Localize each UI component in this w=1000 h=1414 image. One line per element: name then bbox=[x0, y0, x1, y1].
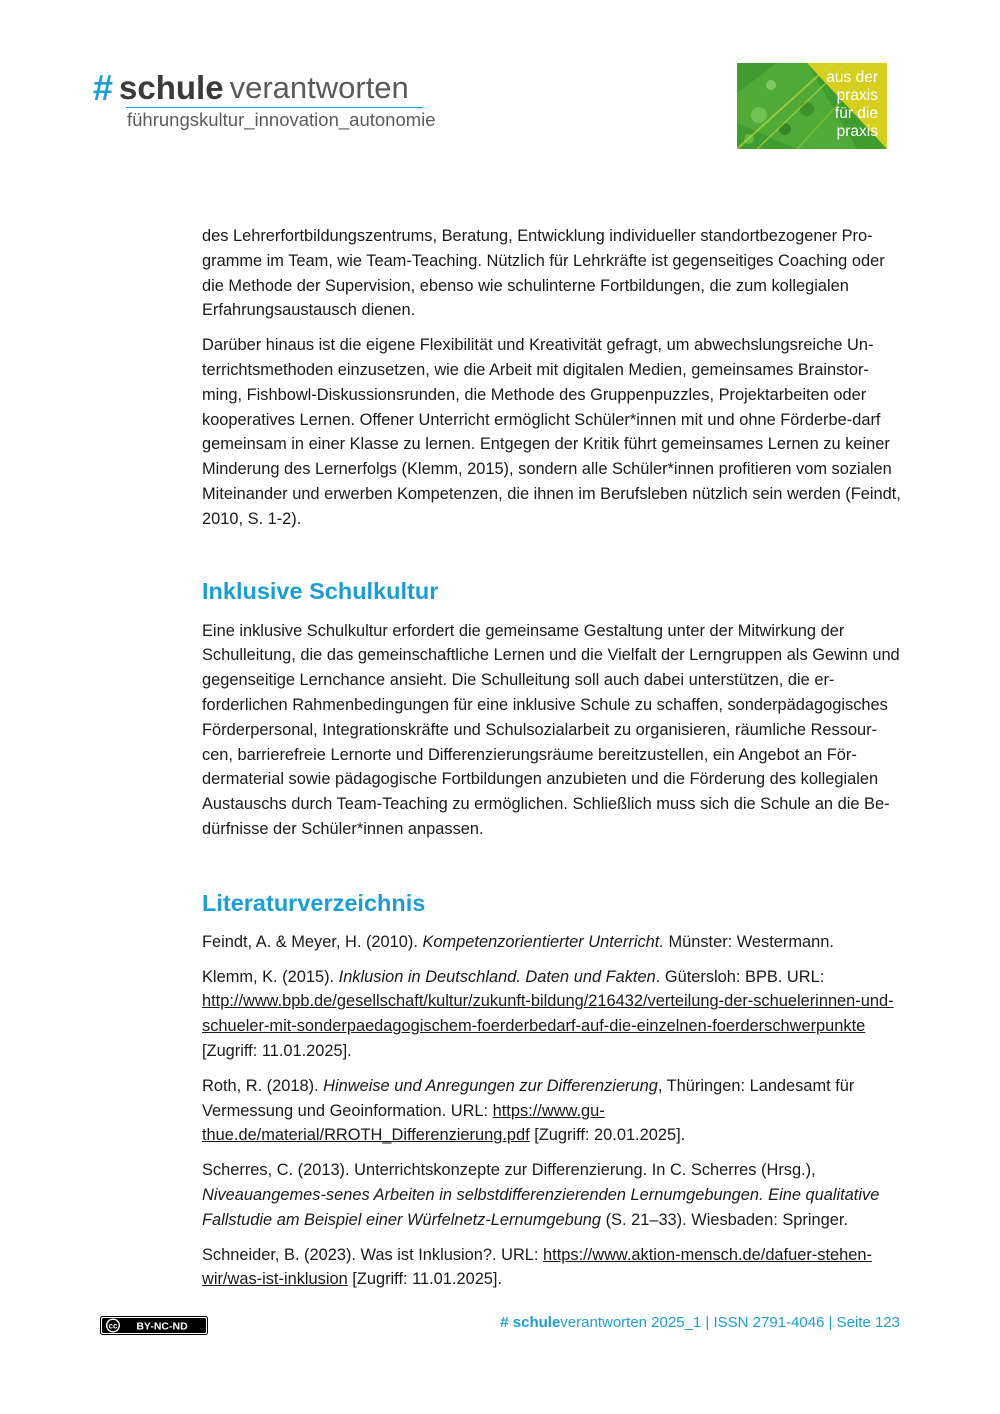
logo-subtitle: führungskultur_innovation_autonomie bbox=[127, 109, 436, 130]
ref-link[interactable]: https://www.gu-thue.de/material/RROTH_Differenzierung.pdf bbox=[202, 1101, 605, 1145]
ref-authors: Feindt, A. & Meyer, H. (2010). bbox=[202, 932, 423, 951]
ref-authors: Klemm, K. (2015). bbox=[202, 967, 339, 986]
reference-item bbox=[202, 1074, 908, 1148]
badge-line: für die bbox=[834, 105, 878, 122]
ref-title: Kompetenzorientierter Unterricht. bbox=[422, 932, 664, 951]
ref-link[interactable]: https://www.aktion-mensch.de/dafuer-stehen-wir/was-ist-inklusion bbox=[202, 1245, 872, 1289]
ref-authors: Scherres, C. (2013). Unterrichtskonzepte zur Differenzierung. In C. Scherres (Hrsg.), bbox=[202, 1161, 816, 1180]
badge-text bbox=[826, 69, 878, 141]
journal-logo bbox=[93, 67, 436, 131]
cc-license-icon bbox=[100, 1316, 208, 1335]
ref-authors: Schneider, B. (2023). Was ist Inklusion?. URL: bbox=[202, 1245, 544, 1264]
ref-publisher: , Thüringen: Landesamt für Vermessung und Geoinformation. URL: bbox=[202, 1076, 855, 1120]
logo-word-verantworten: verantworten bbox=[229, 70, 409, 105]
svg-text:cc: cc bbox=[108, 1321, 118, 1331]
ref-title: Hinweise und Anregungen zur Differenzierung bbox=[323, 1076, 658, 1095]
footer-issue-info: 2025_1 | ISSN 2791-4046 | Seite 123 bbox=[647, 1314, 900, 1331]
reference-item bbox=[202, 1243, 908, 1293]
body-paragraph: Eine inklusive Schulkultur erfordert die gemeinsame Gestaltung unter der Mitwirkung der Schulleitung, die das gemeinschaftliche Lernen und die Vielfalt der Lerngruppen als Gewinn und gegenseitige Lernchance ansieht. Die Schulleitung soll auch dabei unterstützen, die er-forderlichen Rahmenbedingungen für eine inklusive Schule zu schaffen, sonderpädagogisches Förderpersonal, Integrationskräfte und Schulsozialarbeit zu organisieren, räumliche Ressour-cen, barrierefreie Lernorte und Differenzierungsräume bereitzustellen, ein Angebot an För-dermaterial sowie pädagogische Fortbildungen anzubieten und die Förderung des kollegialen Austauschs durch Team-Teaching zu ermöglichen. Schließlich muss sich die Schule an die Be-dürfnisse der Schüler*innen anpassen. bbox=[202, 621, 900, 838]
body-paragraph: Darüber hinaus ist die eigene Flexibilität und Kreativität gefragt, um abwechslungsreiche Un-terrichtsmethoden einzusetzen, wie die Arbeit mit digitalen Medien, gemeinsames Brainstor-ming, Fishbowl-Diskussionsrunden, die Methode des Gruppenpuzzles, Projektarbeiten oder kooperatives Lernen. Offener Unterricht ermöglicht Schüler*innen mit und ohne Förderbe-darf gemeinsam in einer Klasse zu lernen. Entgegen der Kritik führt gemeinsames Lernen zu keiner Minderung des Lernerfolgs (Klemm, 2015), sondern alle Schüler*innen profitieren vom sozialen Miteinander und erwerben Kompetenzen, die ihnen im Berufsleben nützlich sein werden (Feindt, 2010, S. 1-2). bbox=[202, 336, 901, 528]
badge-line: praxis bbox=[836, 123, 878, 140]
footer-brand-bold: schule bbox=[512, 1314, 561, 1331]
ref-publisher: . Gütersloh: BPB. URL: bbox=[655, 967, 825, 986]
reference-item bbox=[202, 930, 908, 955]
logo-underline bbox=[126, 107, 423, 108]
ref-authors: Roth, R. (2018). bbox=[202, 1076, 324, 1095]
ref-access-date: [Zugriff: 11.01.2025]. bbox=[347, 1270, 503, 1289]
ref-link[interactable]: http://www.bpb.de/gesellschaft/kultur/zukunft-bildung/216432/verteilung-der-schuelerinnen-und-schueler-mit-sonderpaedagogischem-foerderbedarf-auf-die-einzelnen-foerderschwerpunkte bbox=[202, 992, 894, 1036]
footer-brand: verantworten bbox=[560, 1314, 648, 1331]
body-paragraph: des Lehrerfortbildungszentrums, Beratung, Entwicklung individueller standortbezogener Pro-gramme im Team, wie Team-Teaching. Nützlich für Lehrkräfte ist gegenseitiges Coaching oder die Methode der Supervision, ebenso wie schulinterne Fortbildungen, die zum kollegialen Erfahrungsaustausch dienen. bbox=[202, 227, 885, 320]
creative-commons-badge[interactable] bbox=[100, 1316, 208, 1335]
praxis-badge bbox=[737, 63, 887, 149]
section-heading-literature: Literaturverzeichnis bbox=[202, 889, 426, 916]
badge-line: praxis bbox=[836, 87, 878, 104]
footer-hash: # bbox=[500, 1314, 513, 1331]
logo-hash: # bbox=[93, 67, 114, 108]
ref-title: Niveauangemes-senes Arbeiten in selbstdifferenzierenden Lernumgebungen. Eine qualitative Fallstudie am Beispiel einer Würfelnetz-Lernumgebung bbox=[202, 1185, 880, 1229]
footer-info bbox=[500, 1314, 900, 1331]
logo-word-schule: schule bbox=[119, 69, 224, 106]
article-body bbox=[202, 224, 908, 1302]
ref-publisher: Münster: Westermann. bbox=[663, 932, 834, 951]
ref-access-date: [Zugriff: 11.01.2025]. bbox=[202, 1041, 352, 1060]
ref-title: Inklusion in Deutschland. Daten und Fakten bbox=[338, 967, 656, 986]
svg-text:BY-NC-ND: BY-NC-ND bbox=[136, 1320, 188, 1333]
ref-access-date: [Zugriff: 20.01.2025]. bbox=[529, 1126, 686, 1145]
reference-item bbox=[202, 1158, 908, 1232]
section-heading-inclusive: Inklusive Schulkultur bbox=[202, 577, 439, 604]
badge-line: aus der bbox=[826, 69, 878, 86]
reference-list bbox=[202, 930, 908, 1292]
reference-item bbox=[202, 965, 908, 1064]
ref-publisher: (S. 21–33). Wiesbaden: Springer. bbox=[601, 1210, 848, 1229]
